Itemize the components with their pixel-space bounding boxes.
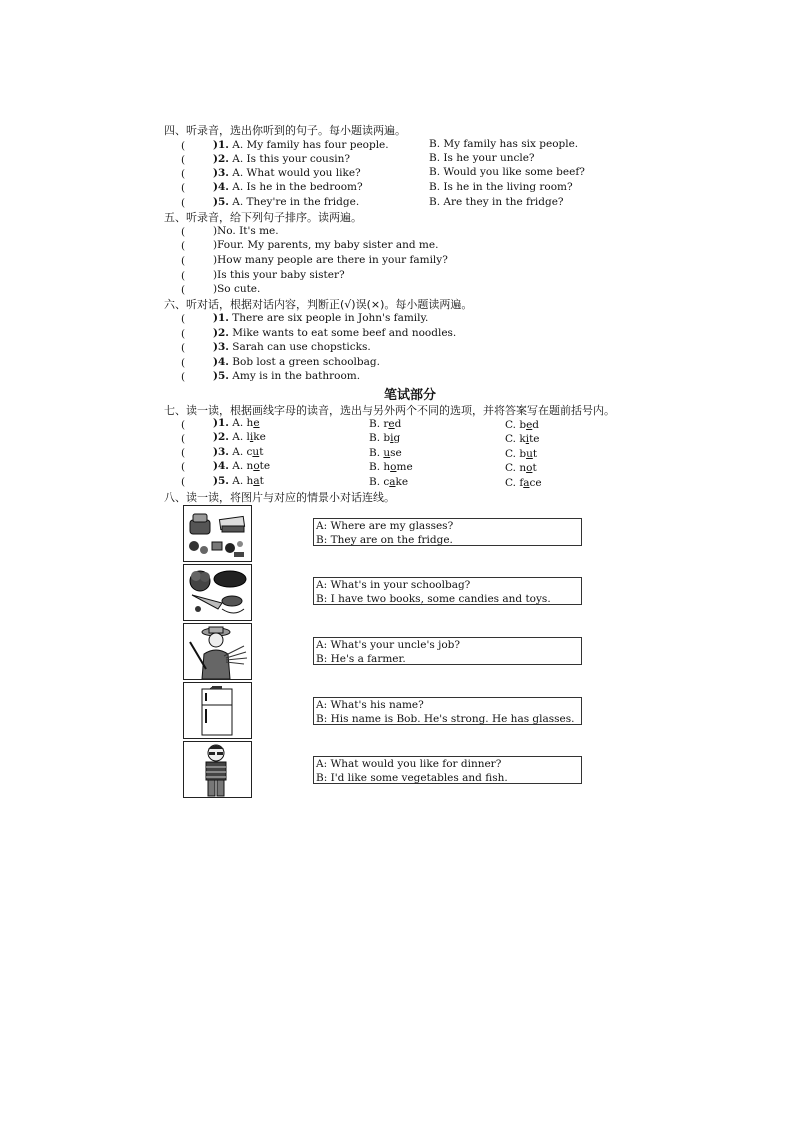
- answer-bracket[interactable]: (: [181, 419, 186, 431]
- option-b: B. use: [369, 447, 402, 459]
- dialogue-line-a: A: What would you like for dinner?: [316, 758, 502, 770]
- dialogue-line-b: B: He's a farmer.: [316, 653, 406, 665]
- list-item: )4. A. note: [213, 460, 271, 472]
- dialogue-line-a: A: What's his name?: [316, 699, 424, 711]
- dialogue-line-b: B: I'd like some vegetables and fish.: [316, 772, 508, 784]
- picture-items-on-table[interactable]: [183, 505, 252, 562]
- answer-bracket[interactable]: (: [181, 240, 186, 252]
- answer-bracket[interactable]: (: [181, 270, 186, 282]
- list-item: )5. A. They're in the fridge.: [213, 196, 360, 208]
- answer-bracket[interactable]: (: [181, 328, 186, 340]
- dialogue-line-a: A: What's in your schoolbag?: [316, 579, 471, 591]
- list-item: )No. It's me.: [213, 225, 279, 237]
- list-item: )5. A. hat: [213, 475, 264, 487]
- answer-bracket[interactable]: (: [181, 182, 186, 194]
- list-item: )1. A. he: [213, 417, 260, 429]
- answer-bracket[interactable]: (: [181, 284, 186, 296]
- dialogue-box[interactable]: [313, 577, 582, 605]
- list-item: )3. A. cut: [213, 446, 264, 458]
- section6-title: 六、听对话，根据对话内容，判断正(√)误(×)。每小题读两遍。: [164, 298, 473, 311]
- option-b: B. Would you like some beef?: [429, 166, 585, 178]
- list-item: )Is this your baby sister?: [213, 269, 345, 281]
- list-item: )5. Amy is in the bathroom.: [213, 370, 361, 382]
- answer-bracket[interactable]: (: [181, 154, 186, 166]
- option-b: B. Are they in the fridge?: [429, 196, 564, 208]
- answer-bracket[interactable]: (: [181, 461, 186, 473]
- option-b: B. My family has six people.: [429, 138, 579, 150]
- dialogue-box[interactable]: [313, 756, 582, 784]
- option-b: B. home: [369, 461, 413, 473]
- answer-bracket[interactable]: (: [181, 342, 186, 354]
- section5-title: 五、听录音，给下列句子排序。读两遍。: [164, 211, 362, 224]
- answer-bracket[interactable]: (: [181, 197, 186, 209]
- dialogue-box[interactable]: [313, 697, 582, 725]
- answer-bracket[interactable]: (: [181, 255, 186, 267]
- list-item: )3. Sarah can use chopsticks.: [213, 341, 371, 353]
- dialogue-box[interactable]: [313, 518, 582, 546]
- answer-bracket[interactable]: (: [181, 447, 186, 459]
- dialogue-line-b: B: They are on the fridge.: [316, 534, 453, 546]
- answer-bracket[interactable]: (: [181, 313, 186, 325]
- option-b: B. big: [369, 432, 401, 444]
- option-c: C. not: [505, 462, 537, 474]
- section4-title: 四、听录音，选出你听到的句子。每小题读两遍。: [164, 124, 406, 137]
- list-item: )Four. My parents, my baby sister and me.: [213, 239, 439, 251]
- answer-bracket[interactable]: (: [181, 357, 186, 369]
- list-item: )1. There are six people in John's family.: [213, 312, 429, 324]
- option-b: B. Is he your uncle?: [429, 152, 535, 164]
- list-item: )3. A. What would you like?: [213, 167, 361, 179]
- option-b: B. cake: [369, 476, 409, 488]
- written-part-title: 笔试部分: [384, 388, 437, 403]
- list-item: )So cute.: [213, 283, 261, 295]
- list-item: )1. A. My family has four people.: [213, 139, 389, 151]
- list-item: )2. A. Is this your cousin?: [213, 153, 350, 165]
- section7-title: 七、读一读，根据画线字母的读音，选出与另外两个不同的选项，并将答案写在题前括号内。: [164, 404, 615, 417]
- answer-bracket[interactable]: (: [181, 476, 186, 488]
- section8-title: 八、读一读，将图片与对应的情景小对话连线。: [164, 491, 395, 504]
- dialogue-box[interactable]: [313, 637, 582, 665]
- option-c: C. kite: [505, 433, 540, 445]
- dialogue-line-b: B: I have two books, some candies and toys.: [316, 593, 551, 605]
- dialogue-line-a: A: Where are my glasses?: [316, 520, 454, 532]
- picture-fridge[interactable]: [183, 682, 252, 739]
- answer-bracket[interactable]: (: [181, 140, 186, 152]
- picture-farmer[interactable]: [183, 623, 252, 680]
- list-item: )4. Bob lost a green schoolbag.: [213, 356, 380, 368]
- answer-bracket[interactable]: (: [181, 433, 186, 445]
- list-item: )4. A. Is he in the bedroom?: [213, 181, 363, 193]
- picture-boy-with-glasses[interactable]: [183, 741, 252, 798]
- dialogue-line-b: B: His name is Bob. He's strong. He has glasses.: [316, 713, 575, 725]
- option-c: C. bed: [505, 419, 540, 431]
- answer-bracket[interactable]: (: [181, 168, 186, 180]
- option-c: C. face: [505, 477, 542, 489]
- option-b: B. red: [369, 418, 402, 430]
- option-c: C. but: [505, 448, 538, 460]
- option-b: B. Is he in the living room?: [429, 181, 573, 193]
- dialogue-line-a: A: What's your uncle's job?: [316, 639, 460, 651]
- answer-bracket[interactable]: (: [181, 371, 186, 383]
- list-item: )2. Mike wants to eat some beef and noodles.: [213, 327, 457, 339]
- list-item: )2. A. like: [213, 431, 266, 443]
- answer-bracket[interactable]: (: [181, 226, 186, 238]
- list-item: )How many people are there in your family?: [213, 254, 448, 266]
- picture-vegetables-and-fish[interactable]: [183, 564, 252, 621]
